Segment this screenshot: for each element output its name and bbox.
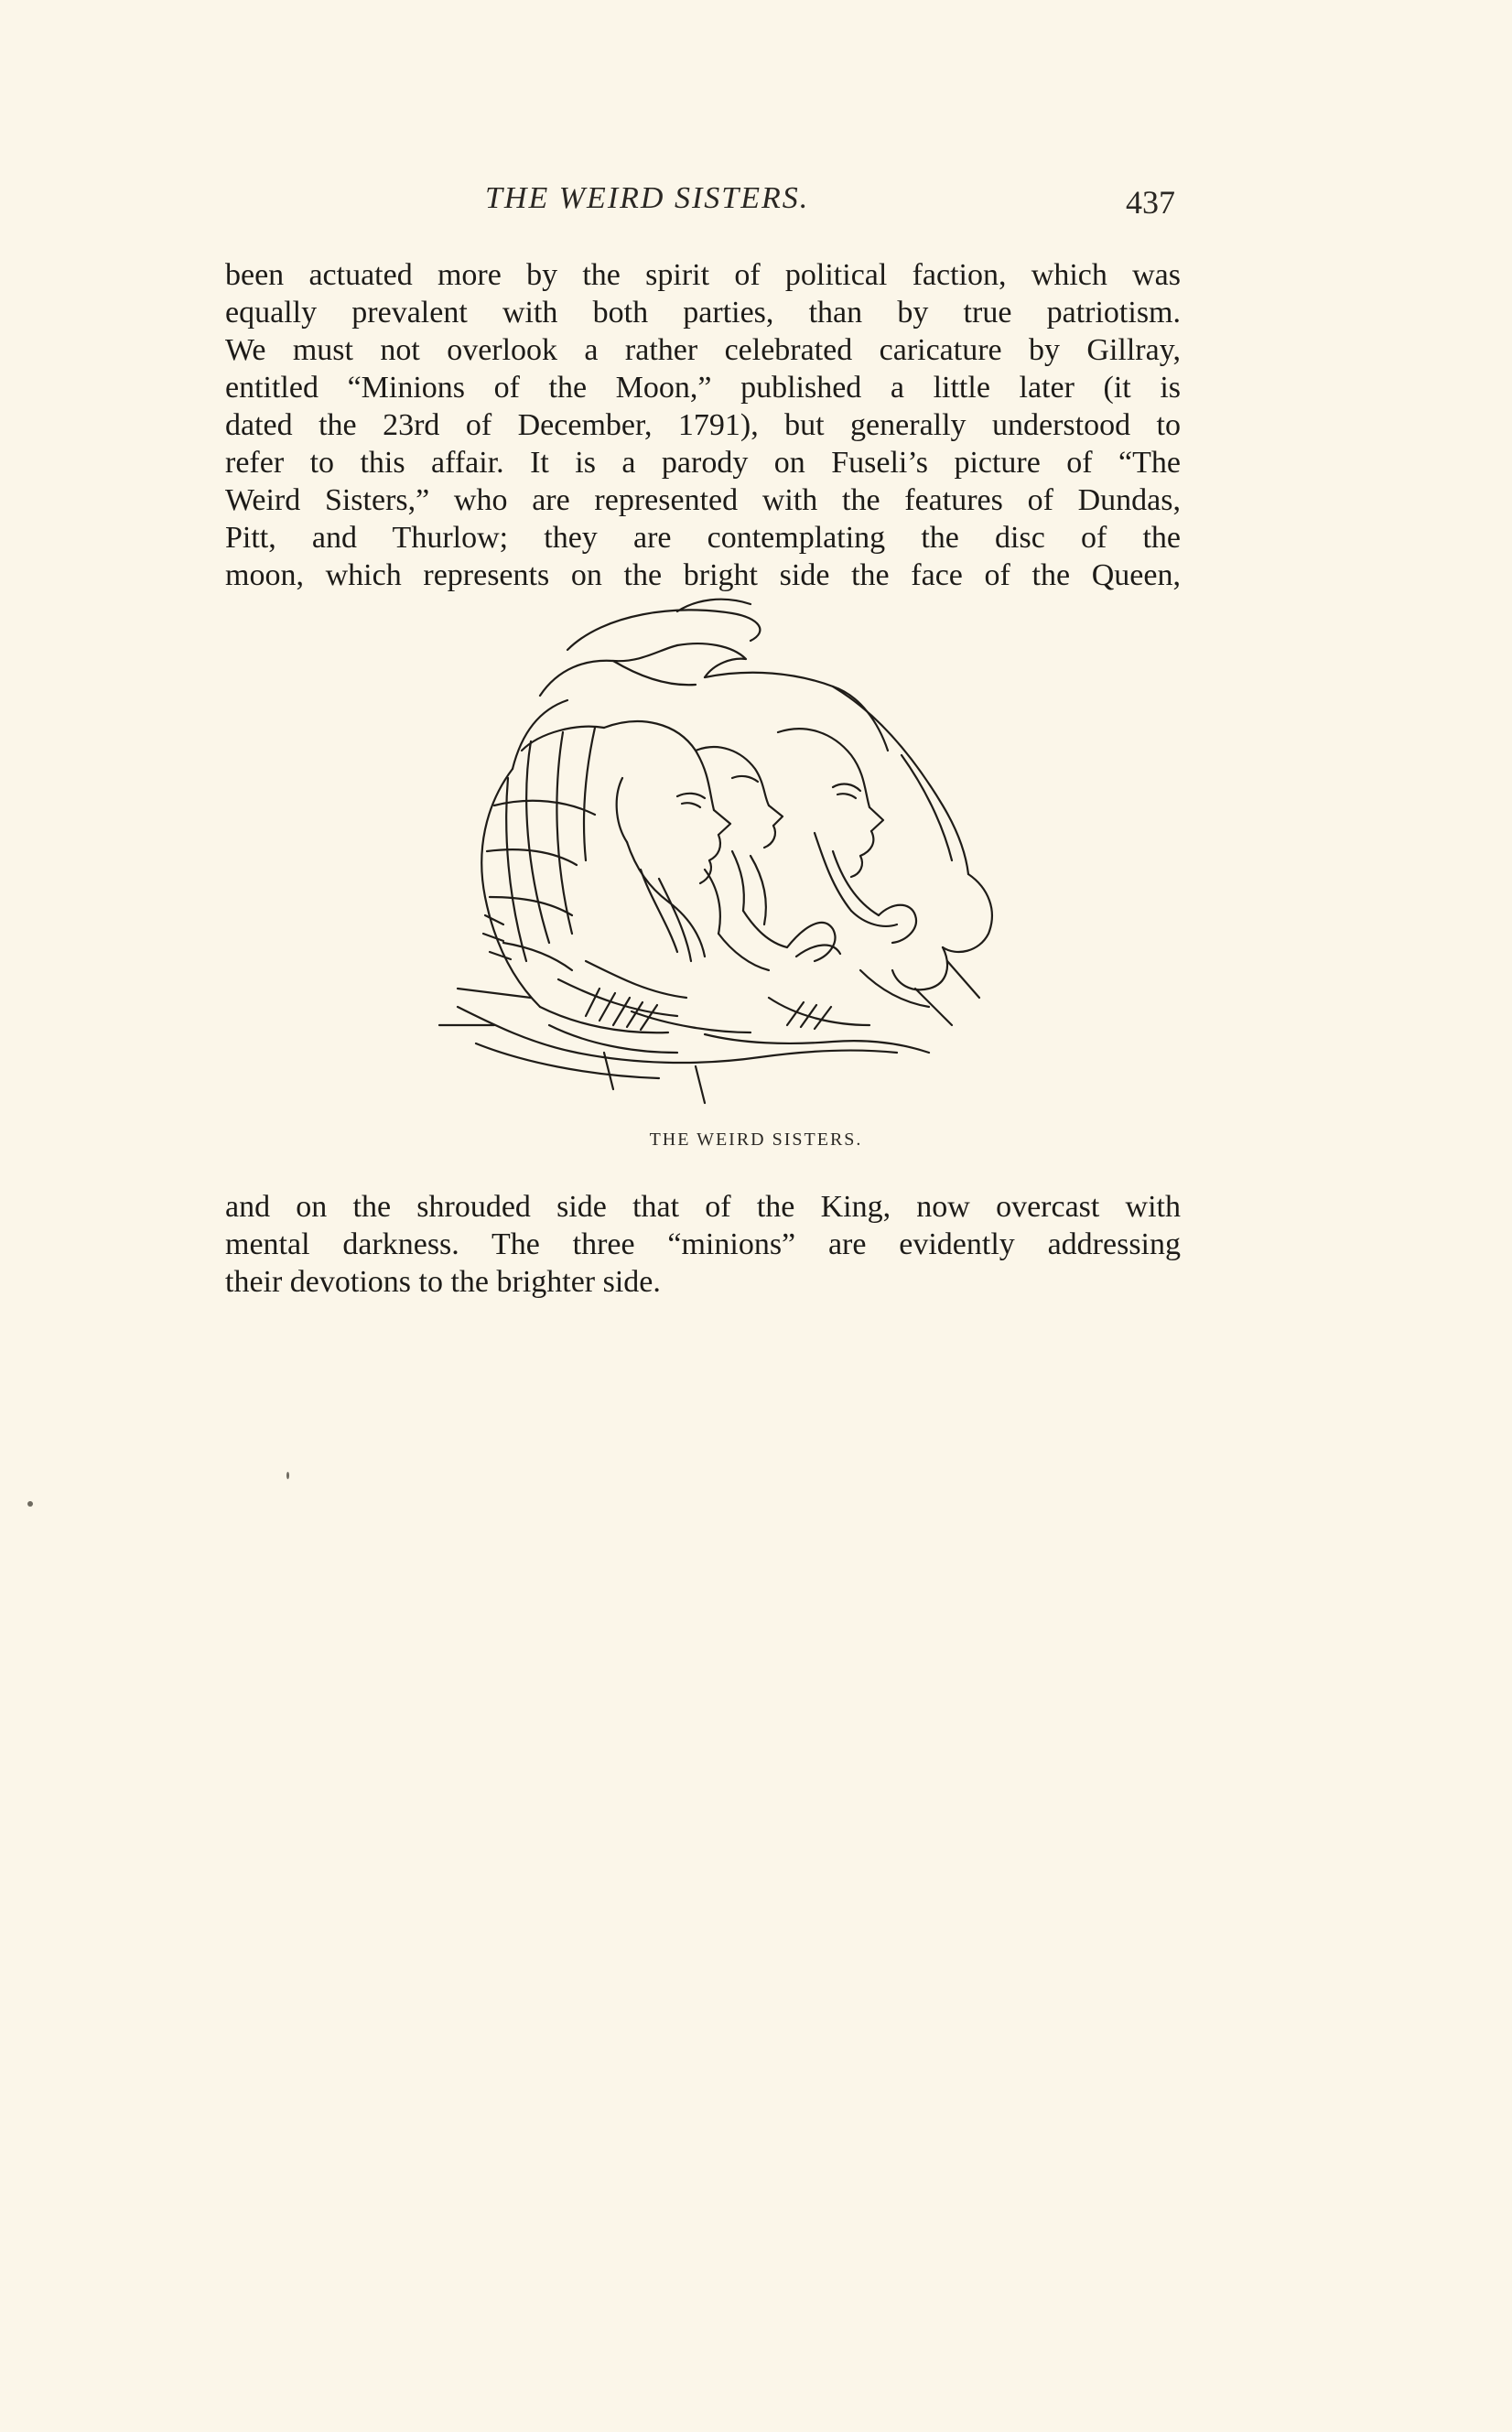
paper-speck xyxy=(286,1472,289,1479)
figure-caption: THE WEIRD SISTERS. xyxy=(649,1130,863,1150)
text-line: We must not overlook a rather celebrated caricature by Gillray, xyxy=(225,333,1181,367)
running-head: THE WEIRD SISTERS. xyxy=(485,181,810,215)
text-line: dated the 23rd of December, 1791), but generally understood to xyxy=(225,408,1181,442)
text-line: Pitt, and Thurlow; they are contemplating the disc of the xyxy=(225,521,1181,555)
text-line: and on the shrouded side that of the King, now overcast with xyxy=(225,1190,1181,1224)
text-line: refer to this affair. It is a parody on Fuseli’s picture of “The xyxy=(225,446,1181,480)
paragraph-2 xyxy=(225,1188,1181,1301)
text-line: been actuated more by the spirit of political faction, which was xyxy=(225,258,1181,292)
text-line: Weird Sisters,” who are represented with the features of Dundas, xyxy=(225,483,1181,517)
text-line: entitled “Minions of the Moon,” published a little later (it is xyxy=(225,371,1181,405)
text-line: moon, which represents on the bright side the face of the Queen, xyxy=(225,558,1181,592)
paper-speck xyxy=(27,1501,33,1507)
text-line: equally prevalent with both parties, than by true patriotism. xyxy=(225,296,1181,330)
page-number: 437 xyxy=(1126,184,1175,221)
weird-sisters-engraving xyxy=(403,595,1025,1108)
paragraph-1 xyxy=(225,256,1181,594)
text-line: mental darkness. The three “minions” are evidently addressing xyxy=(225,1227,1181,1261)
text-line: their devotions to the brighter side. xyxy=(225,1265,661,1299)
